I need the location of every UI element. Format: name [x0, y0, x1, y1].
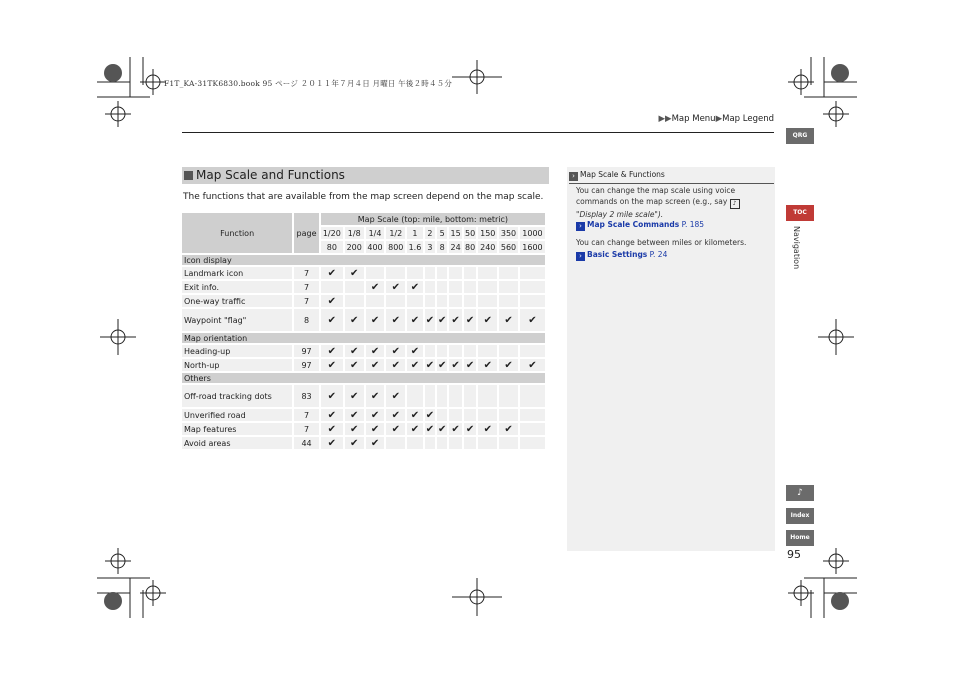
- empty-cell: [478, 281, 497, 293]
- table-row: [182, 295, 545, 307]
- sidebar-note: [567, 167, 775, 551]
- metric-scale-cell: 80: [321, 241, 343, 253]
- print-header: F1T_KA-31TK6830.book 95 ページ ２０１１年７月４日 月曜日 午後２時４５分: [164, 79, 453, 88]
- check-icon: ✔: [321, 385, 343, 407]
- sidebar-para-2: You can change between miles or kilometers.: [576, 238, 747, 247]
- breadcrumb-sep: ▶: [715, 114, 723, 124]
- empty-cell: [464, 409, 477, 421]
- empty-cell: [366, 295, 385, 307]
- check-icon: ✔: [499, 309, 518, 331]
- empty-cell: [520, 267, 545, 279]
- section-square-icon: [184, 171, 193, 180]
- note-icon: ›: [569, 172, 578, 181]
- page-ref: 7: [294, 423, 319, 435]
- empty-cell: [478, 437, 497, 449]
- check-icon: ✔: [366, 359, 385, 371]
- empty-cell: [407, 267, 423, 279]
- table-row: [182, 345, 545, 357]
- empty-cell: [520, 281, 545, 293]
- mile-scale-cell: 350: [500, 228, 517, 238]
- header-rule: [182, 132, 774, 133]
- empty-cell: [478, 409, 497, 421]
- empty-cell: [478, 385, 497, 407]
- check-icon: ✔: [464, 423, 477, 435]
- empty-cell: [449, 281, 462, 293]
- function-name: Unverified road: [182, 409, 292, 421]
- function-name: Avoid areas: [182, 437, 292, 449]
- check-icon: ✔: [407, 423, 423, 435]
- check-icon: ✔: [366, 437, 385, 449]
- empty-cell: [499, 385, 518, 407]
- table-row: [182, 281, 545, 293]
- check-icon: ✔: [386, 385, 405, 407]
- check-icon: ✔: [499, 359, 518, 371]
- check-icon: ✔: [438, 359, 447, 371]
- check-icon: ✔: [449, 309, 462, 331]
- function-name: Off-road tracking dots: [182, 385, 292, 407]
- tab-qrg[interactable]: QRG: [786, 128, 814, 144]
- empty-cell: [499, 295, 518, 307]
- check-icon: ✔: [520, 359, 545, 371]
- function-name: Landmark icon: [182, 267, 292, 279]
- header-row: [182, 213, 545, 225]
- check-icon: ✔: [386, 281, 405, 293]
- page-ref: 7: [294, 267, 319, 279]
- check-icon: ✔: [449, 423, 462, 435]
- metric-scale-cell: 200: [346, 242, 362, 252]
- check-icon: ✔: [437, 309, 447, 331]
- empty-cell: [425, 385, 435, 407]
- empty-cell: [425, 295, 435, 307]
- metric-scale-cell: 1600: [520, 241, 545, 253]
- ref-2-label[interactable]: Basic Settings: [587, 250, 648, 259]
- check-icon: ✔: [366, 309, 385, 331]
- page-header: page: [294, 213, 319, 253]
- empty-cell: [449, 267, 462, 279]
- empty-cell: [386, 295, 405, 307]
- check-icon: ✔: [321, 295, 343, 307]
- empty-cell: [321, 281, 343, 293]
- empty-cell: [425, 345, 435, 357]
- check-icon: ✔: [438, 423, 447, 435]
- table-row: [182, 385, 545, 407]
- metric-scale-cell: 8: [437, 241, 447, 253]
- empty-cell: [449, 385, 462, 407]
- check-icon: ✔: [449, 359, 462, 371]
- check-icon: ✔: [520, 309, 545, 331]
- mile-scale-cell: 1/20: [321, 227, 343, 239]
- metric-scale-cell: 24: [450, 242, 461, 252]
- metric-scale-cell: 560: [500, 242, 517, 252]
- function-header: Function: [182, 213, 292, 253]
- ref-1-label[interactable]: Map Scale Commands: [587, 220, 680, 229]
- check-icon: ✔: [464, 309, 477, 331]
- function-name: Heading-up: [182, 345, 292, 357]
- mile-scale-cell: 2: [425, 227, 435, 239]
- empty-cell: [437, 385, 447, 407]
- link-arrow-icon: ›: [576, 252, 585, 261]
- page-ref: 44: [294, 437, 319, 449]
- check-icon: ✔: [321, 345, 343, 357]
- tab-voice[interactable]: [786, 485, 814, 501]
- group-title: Map orientation: [182, 333, 545, 343]
- voice-icon: ♪: [797, 488, 803, 498]
- ref-map-scale-commands[interactable]: [576, 219, 766, 231]
- metric-scale-cell: 3: [425, 241, 435, 253]
- check-icon: ✔: [407, 359, 423, 371]
- tab-home[interactable]: Home: [786, 530, 814, 546]
- intro-text: The functions that are available from the map screen depend on the map scale.: [183, 192, 544, 202]
- check-icon: ✔: [407, 309, 423, 331]
- check-icon: ✔: [345, 345, 364, 357]
- empty-cell: [437, 295, 447, 307]
- page-ref: 8: [294, 309, 319, 331]
- check-icon: ✔: [345, 359, 364, 371]
- check-icon: ✔: [386, 345, 405, 357]
- table-row: [182, 359, 545, 371]
- section-title-text: Map Scale and Functions: [196, 168, 345, 182]
- check-icon: ✔: [321, 309, 343, 331]
- page-ref: 97: [294, 359, 319, 371]
- page-ref: 7: [294, 281, 319, 293]
- group-row: [182, 373, 545, 383]
- empty-cell: [520, 295, 545, 307]
- empty-cell: [386, 267, 405, 279]
- check-icon: ✔: [425, 423, 435, 435]
- empty-cell: [345, 281, 364, 293]
- empty-cell: [520, 409, 545, 421]
- empty-cell: [437, 345, 447, 357]
- empty-cell: [449, 345, 462, 357]
- check-icon: ✔: [478, 423, 497, 435]
- empty-cell: [437, 267, 447, 279]
- check-icon: ✔: [366, 281, 385, 293]
- empty-cell: [464, 267, 477, 279]
- check-icon: ✔: [407, 345, 423, 357]
- table-row: [182, 309, 545, 331]
- empty-cell: [520, 437, 545, 449]
- tab-toc[interactable]: TOC: [786, 205, 814, 221]
- empty-cell: [407, 385, 423, 407]
- empty-cell: [464, 385, 477, 407]
- section-label-navigation: Navigation: [792, 226, 801, 270]
- check-icon: ✔: [345, 267, 364, 279]
- check-icon: ✔: [478, 359, 497, 371]
- check-icon: ✔: [321, 409, 343, 421]
- empty-cell: [464, 295, 477, 307]
- empty-cell: [437, 409, 447, 421]
- empty-cell: [478, 267, 497, 279]
- function-name: North-up: [182, 359, 292, 371]
- check-icon: ✔: [321, 437, 343, 449]
- voice-example: "Display 2 mile scale").: [576, 210, 664, 219]
- group-title: Icon display: [182, 255, 545, 265]
- check-icon: ✔: [366, 409, 385, 421]
- mile-scale-cell: 50: [465, 228, 476, 238]
- empty-cell: [520, 345, 545, 357]
- mile-scale-cell: 15: [450, 228, 461, 238]
- empty-cell: [520, 423, 545, 435]
- metric-scale-cell: 400: [367, 242, 383, 252]
- empty-cell: [449, 295, 462, 307]
- page-ref: 97: [294, 345, 319, 357]
- empty-cell: [366, 267, 385, 279]
- table-row: [182, 267, 545, 279]
- empty-cell: [425, 281, 435, 293]
- page-ref: 7: [294, 295, 319, 307]
- group-title: Others: [182, 373, 545, 383]
- mile-scale-cell: 1/8: [345, 227, 364, 239]
- check-icon: ✔: [321, 267, 343, 279]
- check-icon: ✔: [425, 359, 435, 371]
- empty-cell: [478, 295, 497, 307]
- mile-scale-cell: 1000: [520, 227, 545, 239]
- page-number: 95: [787, 548, 801, 561]
- empty-cell: [437, 437, 447, 449]
- empty-cell: [478, 345, 497, 357]
- scale-header: Map Scale (top: mile, bottom: metric): [321, 213, 545, 225]
- page-ref: 7: [294, 409, 319, 421]
- section-title: [182, 167, 549, 184]
- check-icon: ✔: [407, 281, 423, 293]
- check-icon: ✔: [321, 423, 343, 435]
- ref-basic-settings[interactable]: [576, 249, 766, 261]
- empty-cell: [464, 437, 477, 449]
- empty-cell: [464, 345, 477, 357]
- sidebar-para-1-text: You can change the map scale using voice commands on the map screen (e.g., say: [576, 186, 736, 206]
- empty-cell: [386, 437, 405, 449]
- check-icon: ✔: [386, 409, 405, 421]
- check-icon: ✔: [464, 359, 477, 371]
- map-scale-table: [180, 211, 547, 451]
- breadcrumb-map-menu[interactable]: Map Menu: [671, 114, 716, 124]
- function-name: One-way traffic: [182, 295, 292, 307]
- sidebar-title-text: Map Scale & Functions: [580, 170, 665, 179]
- table-row: [182, 423, 545, 435]
- page-ref: 83: [294, 385, 319, 407]
- check-icon: ✔: [499, 423, 518, 435]
- metric-scale-cell: 240: [480, 242, 496, 252]
- breadcrumb: [659, 114, 774, 124]
- ref-2-page[interactable]: P. 24: [649, 250, 668, 259]
- mile-scale-cell: 1/2: [386, 227, 405, 239]
- empty-cell: [499, 409, 518, 421]
- check-icon: ✔: [407, 409, 423, 421]
- check-icon: ✔: [345, 409, 364, 421]
- empty-cell: [437, 281, 447, 293]
- mile-scale-cell: 150: [480, 228, 496, 238]
- check-icon: ✔: [366, 385, 385, 407]
- empty-cell: [407, 437, 423, 449]
- metric-scale-cell: 80: [465, 242, 476, 252]
- empty-cell: [499, 267, 518, 279]
- empty-cell: [464, 281, 477, 293]
- check-icon: ✔: [345, 423, 364, 435]
- group-row: [182, 333, 545, 343]
- empty-cell: [425, 267, 435, 279]
- check-icon: ✔: [345, 437, 364, 449]
- check-icon: ✔: [386, 309, 405, 331]
- empty-cell: [449, 409, 462, 421]
- empty-cell: [499, 437, 518, 449]
- function-name: Map features: [182, 423, 292, 435]
- empty-cell: [407, 295, 423, 307]
- function-name: Exit info.: [182, 281, 292, 293]
- check-icon: ✔: [366, 345, 385, 357]
- metric-scale-cell: 800: [388, 242, 404, 252]
- empty-cell: [449, 437, 462, 449]
- breadcrumb-prefix: ▶▶: [658, 114, 672, 124]
- check-icon: ✔: [366, 423, 385, 435]
- breadcrumb-map-legend[interactable]: Map Legend: [722, 114, 774, 124]
- table-row: [182, 437, 545, 449]
- mile-scale-cell: 1/4: [366, 227, 385, 239]
- empty-cell: [425, 437, 435, 449]
- check-icon: ✔: [425, 309, 435, 331]
- ref-1-page[interactable]: P. 185: [681, 220, 705, 229]
- check-icon: ✔: [345, 385, 364, 407]
- table-row: [182, 409, 545, 421]
- empty-cell: [345, 295, 364, 307]
- check-icon: ✔: [478, 309, 497, 331]
- mile-scale-cell: 1: [407, 227, 423, 239]
- group-row: [182, 255, 545, 265]
- function-name: Waypoint "flag": [182, 309, 292, 331]
- check-icon: ✔: [345, 309, 364, 331]
- check-icon: ✔: [425, 409, 435, 421]
- metric-scale-cell: 1.6: [408, 242, 422, 252]
- mile-scale-cell: 5: [437, 227, 447, 239]
- empty-cell: [499, 281, 518, 293]
- sidebar-para-1: [576, 185, 766, 220]
- check-icon: ✔: [321, 359, 343, 371]
- empty-cell: [520, 385, 545, 407]
- sidebar-title: [569, 170, 774, 184]
- check-icon: ✔: [386, 359, 405, 371]
- tab-index[interactable]: Index: [786, 508, 814, 524]
- talk-icon: ♪: [730, 199, 740, 209]
- link-arrow-icon: ›: [576, 222, 585, 231]
- check-icon: ✔: [386, 423, 405, 435]
- empty-cell: [499, 345, 518, 357]
